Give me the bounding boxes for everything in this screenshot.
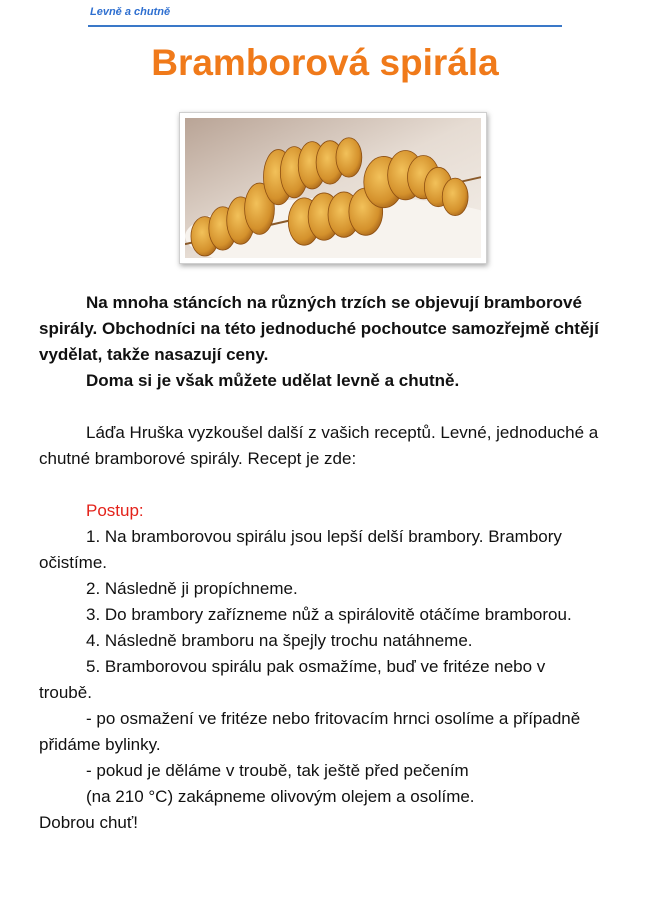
step-4: 4. Následně bramboru na špejly trochu natáhneme. bbox=[86, 631, 473, 650]
lead-paragraph: Láďa Hruška vyzkoušel další z vašich receptů. Levné, jednoduché a chutné bramborové spirály. Recept je zde: bbox=[39, 423, 599, 468]
step-2: 2. Následně ji propíchneme. bbox=[86, 579, 298, 598]
closing-line: Dobrou chuť! bbox=[39, 813, 138, 832]
potato-spiral-illustration bbox=[185, 118, 481, 258]
page-title: Bramborová spirála bbox=[151, 42, 499, 83]
recipe-photo bbox=[179, 112, 487, 264]
step-3: 3. Do brambory zařízneme nůž a spirálovitě otáčíme bramborou. bbox=[86, 605, 572, 624]
note-oven-temperature: (na 210 °C) zakápneme olivovým olejem a osolíme. bbox=[86, 787, 475, 806]
step-1: 1. Na bramborovou spirálu jsou lepší delší brambory. Brambory očistíme. bbox=[39, 527, 562, 572]
procedure-label: Postup: bbox=[86, 501, 144, 520]
intro-paragraph: Na mnoha stáncích na různých trzích se objevují bramborové spirály. Obchodníci na této jednoduché pochoutce samozřejmě chtějí vydělat, takže nasazují ceny. bbox=[39, 293, 599, 364]
note-fryer: - po osmažení ve fritéze nebo fritovacím hrnci osolíme a případně přidáme bylinky. bbox=[39, 709, 581, 754]
intro-emphasis: Doma si je však můžete udělat levně a chutně. bbox=[86, 371, 460, 390]
note-oven: - pokud je děláme v troubě, tak ještě před pečením bbox=[86, 761, 469, 780]
header-divider bbox=[88, 25, 562, 27]
article-body bbox=[39, 290, 599, 836]
site-header: Levně a chutně bbox=[90, 6, 171, 18]
step-5: 5. Bramborovou spirálu pak osmažíme, buď ve fritéze nebo v troubě. bbox=[39, 657, 546, 702]
